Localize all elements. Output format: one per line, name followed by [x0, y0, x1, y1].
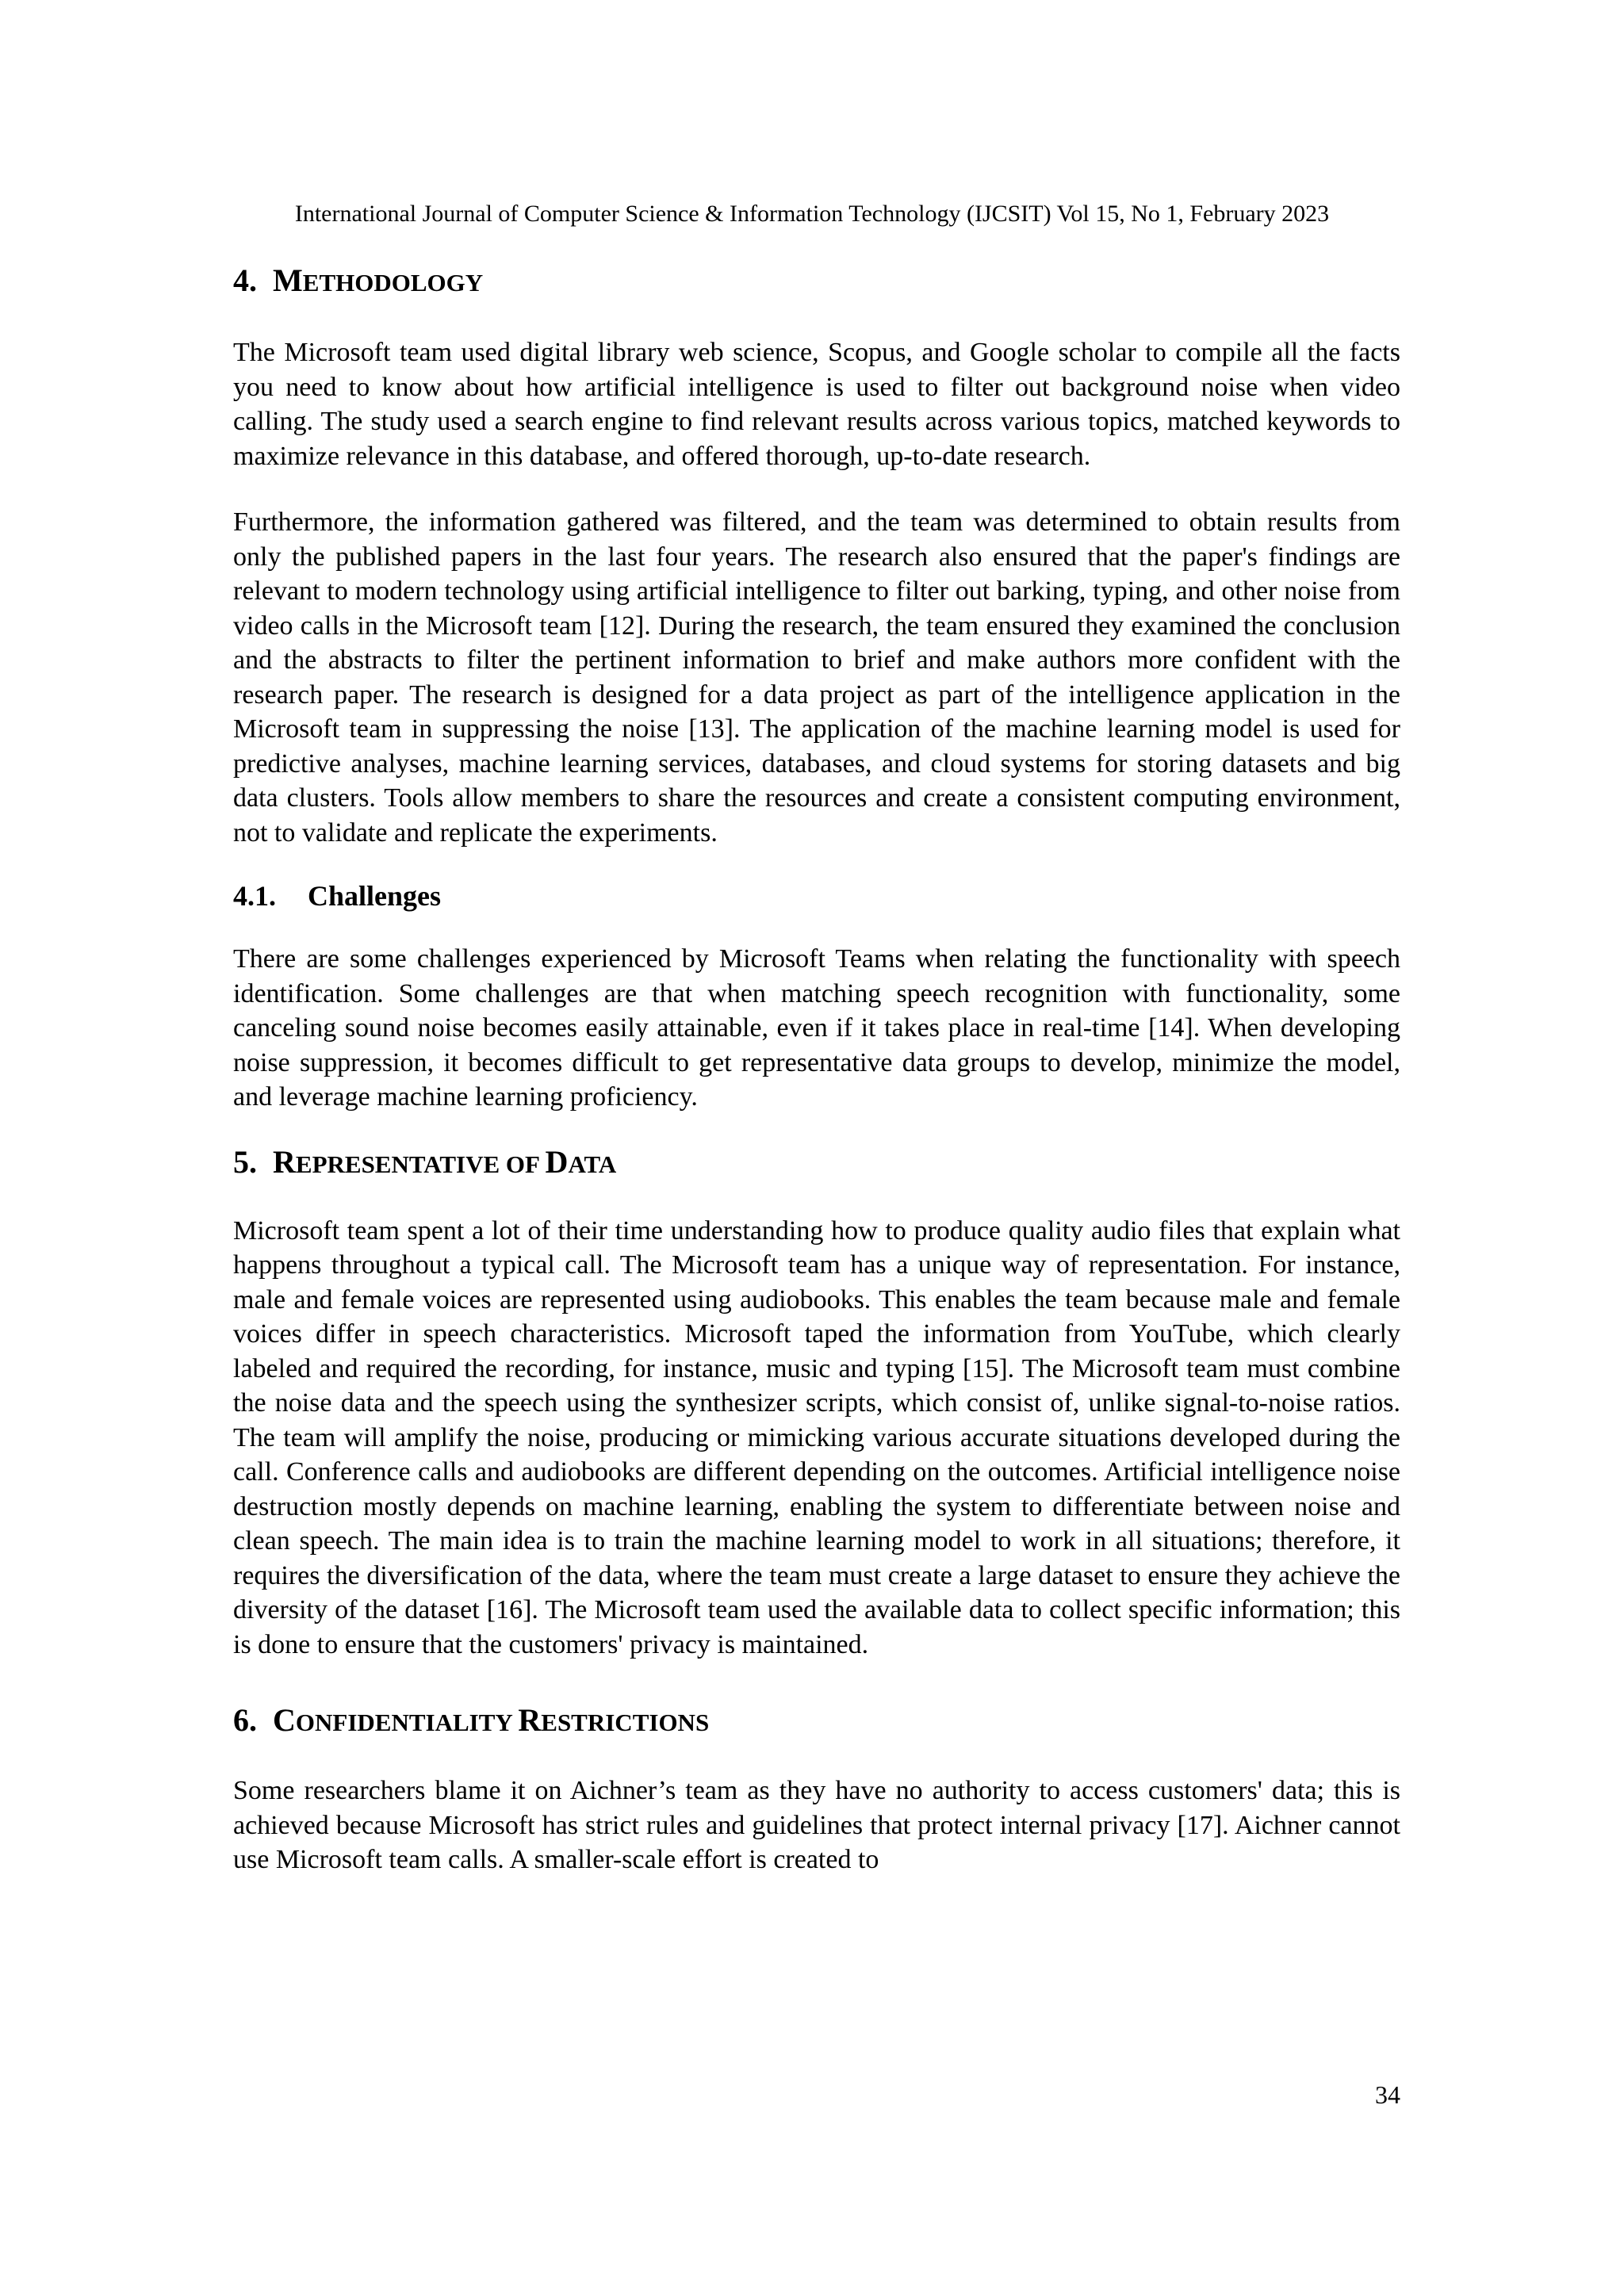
- heading-smallcaps: ESTRICTIONS: [541, 1709, 710, 1736]
- subsection-heading-challenges: [233, 878, 1400, 913]
- heading-smallcaps: ETHODOLOGY: [302, 269, 484, 297]
- section-heading-representative-of-data: [233, 1143, 1400, 1184]
- section-heading-confidentiality-restrictions: [233, 1701, 1400, 1742]
- section-heading-methodology: [233, 262, 1400, 302]
- running-header: International Journal of Computer Science & Information Technology (IJCSIT) Vol 15, No 1, February 2023: [294, 201, 1330, 227]
- paragraph-methodology-2: Furthermore, the information gathered was filtered, and the team was determined to obtain results from only the published papers in the last four years. The research also ensured that the paper's findings are relevant to modern technology using artificial intelligence to filter out barking, typing, and other noise from video calls in the Microsoft team [12]. During the research, the team ensured they examined the conclusion and the abstracts to filter the pertinent information to brief and make authors more confident with the research paper. The research is designed for a data project as part of the intelligence application in the Microsoft team in suppressing the noise [13]. The application of the machine learning model is used for predictive analyses, machine learning services, databases, and cloud systems for storing datasets and big data clusters. Tools allow members to share the resources and create a consistent computing environment, not to validate and replicate the experiments.: [233, 507, 1400, 848]
- heading-initial: C: [273, 1702, 296, 1738]
- heading-initial: M: [273, 262, 303, 298]
- heading-smallcaps: ATA: [568, 1150, 617, 1178]
- section-number: 5.: [233, 1143, 257, 1180]
- subsection-title: Challenges: [308, 880, 442, 912]
- section-number: 4.: [233, 262, 257, 298]
- page-content: [233, 262, 1400, 1877]
- paragraph-challenges-1: There are some challenges experienced by Microsoft Teams when relating the functionality with speech identification. Some challenges are that when matching speech recognition with functionality, some canceling sound noise becomes easily attainable, even if it takes place in real-time [14]. When developing noise suppression, it becomes difficult to get representative data groups to develop, minimize the model, and leverage machine learning proficiency.: [233, 944, 1400, 1112]
- paragraph-confidentiality-1: Some researchers blame it on Aichner’s team as they have no authority to access customers' data; this is achieved because Microsoft has strict rules and guidelines that protect internal privacy [17]. Aichner cannot use Microsoft team calls. A smaller-scale effort is created to: [233, 1776, 1400, 1874]
- subsection-number: 4.1.: [233, 880, 276, 912]
- page-number: 34: [1375, 2080, 1400, 2109]
- heading-smallcaps: ONFIDENTIALITY: [295, 1709, 519, 1736]
- heading-smallcaps: EPRESENTATIVE OF: [295, 1150, 546, 1178]
- paragraph-representative-1: Microsoft team spent a lot of their time understanding how to produce quality audio files that explain what happens throughout a typical call. The Microsoft team has a unique way of representation. For instance, male and female voices are represented using audiobooks. This enables the team because male and female voices differ in speech characteristics. Microsoft taped the information from YouTube, which clearly labeled and required the recording, for instance, music and typing [15]. The Microsoft team must combine the noise data and the speech using the synthesizer scripts, which consist of, unlike signal-to-noise ratios. The team will amplify the noise, producing or mimicking various accurate situations developed during the call. Conference calls and audiobooks are different depending on the outcomes. Artificial intelligence noise destruction mostly depends on machine learning, enabling the system to differentiate between noise and clean speech. The main idea is to train the machine learning model to work in all situations; therefore, it requires the diversification of the data, where the team must create a large dataset to ensure they achieve the diversity of the dataset [16]. The Microsoft team used the available data to collect specific information; this is done to ensure that the customers' privacy is maintained.: [233, 1215, 1400, 1659]
- paragraph-methodology-1: The Microsoft team used digital library web science, Scopus, and Google scholar to compile all the facts you need to know about how artificial intelligence is used to filter out background noise when video calling. The study used a search engine to find relevant results across various topics, matched keywords to maximize relevance in this database, and offered thorough, up-to-date research.: [233, 338, 1400, 471]
- heading-initial: R: [518, 1702, 542, 1738]
- heading-initial: D: [545, 1143, 569, 1180]
- section-number: 6.: [233, 1702, 257, 1738]
- heading-initial: R: [273, 1143, 296, 1180]
